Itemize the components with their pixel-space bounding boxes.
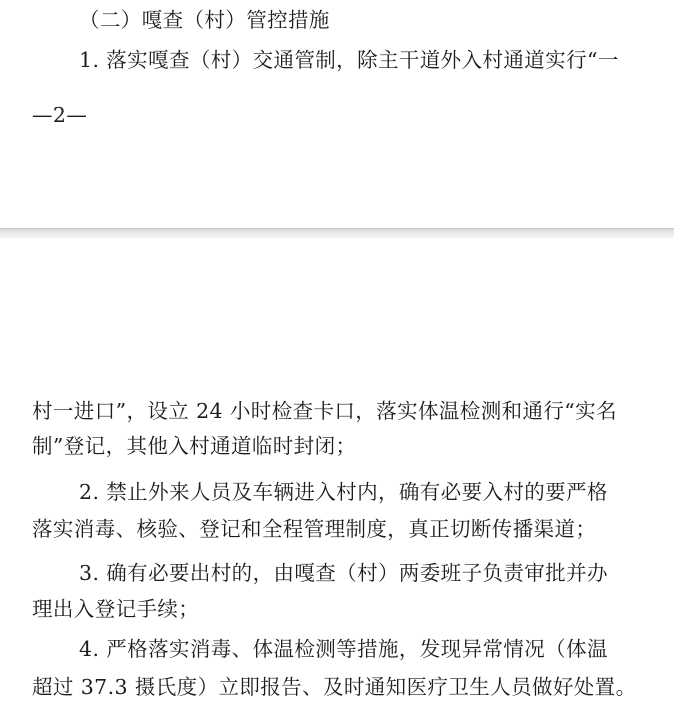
- paragraph-line: 1. 落实嘎查（村）交通管制，除主干道外入村通道实行“一: [79, 48, 619, 72]
- paragraph-line: 村一进口”，设立 24 小时检查卡口，落实体温检测和通行“实名: [32, 399, 617, 423]
- page-number: —2—: [32, 103, 88, 127]
- paragraph-line: 2. 禁止外来人员及车辆进入村内，确有必要入村的要严格: [79, 480, 608, 504]
- paragraph-line: 制”登记，其他入村通道临时封闭；: [32, 434, 357, 458]
- section-heading: （二）嘎查（村）管控措施: [79, 8, 330, 32]
- document-page-bottom: [0, 238, 674, 703]
- document-page-top: [0, 0, 674, 228]
- paragraph-line: 落实消毒、核验、登记和全程管理制度，真正切断传播渠道；: [32, 517, 597, 541]
- paragraph-line: 超过 37.3 摄氏度）立即报告、及时通知医疗卫生人员做好处置。: [32, 675, 637, 699]
- page-break: [0, 228, 674, 238]
- paragraph-line: 4. 严格落实消毒、体温检测等措施，发现异常情况（体温: [79, 637, 608, 661]
- paragraph-line: 3. 确有必要出村的，由嘎查（村）两委班子负责审批并办: [79, 561, 608, 585]
- paragraph-line: 理出入登记手续；: [32, 597, 200, 621]
